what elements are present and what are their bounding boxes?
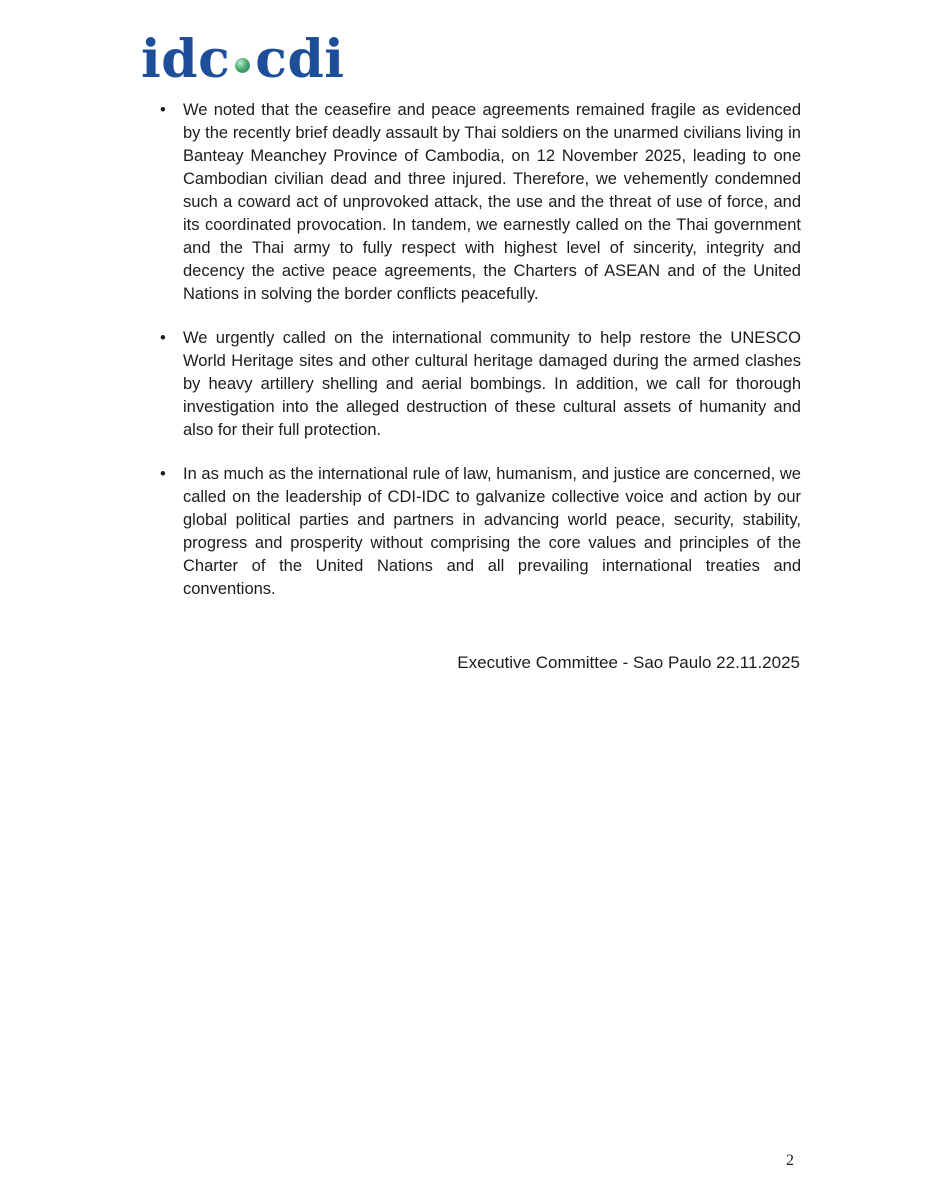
bullet-item-ceasefire [158,99,801,306]
bullet-text: We noted that the ceasefire and peace agreements remained fragile as evidenced by the recently brief deadly assault by Thai soldiers on the unarmed civilians living in Banteay Meanchey Province of Cambodia, on 12 November 2025, leading to one Cambodian civilian dead and three injured. Therefore, we vehemently condemned such a coward act of unprovoked attack, the use and the threat of use of force, and its coordinated provocation. In tandem, we earnestly called on the Thai government and the Thai army to fully respect with highest level of sincerity, integrity and decency the active peace agreements, the Charters of ASEAN and of the United Nations in solving the border conflicts peacefully. [183,101,801,303]
document-body [158,99,801,622]
bullet-text: We urgently called on the international community to help restore the UNESCO World Heritage sites and other cultural heritage damaged during the armed clashes by heavy artillery shelling and aerial bombings. In addition, we call for thorough investigation into the alleged destruction of these cultural assets of humanity and also for their full protection. [183,329,801,439]
bullet-item-unesco [158,327,801,442]
signature-line: Executive Committee - Sao Paulo 22.11.2025 [457,653,800,672]
bullet-text: In as much as the international rule of law, humanism, and justice are concerned, we called on the leadership of CDI-IDC to galvanize collective voice and action by our global political parties and partners in advancing world peace, security, stability, progress and prosperity without comprising the core values and principles of the Charter of the United Nations and all prevailing international treaties and conventions. [183,465,801,598]
logo-text-right: cdi [255,29,345,90]
idc-cdi-logo [141,30,345,90]
globe-icon [235,58,250,73]
logo-text-left: idc [141,29,231,90]
bullet-list [158,99,801,601]
page-number: 2 [786,1152,794,1169]
bullet-item-rule-of-law [158,463,801,601]
